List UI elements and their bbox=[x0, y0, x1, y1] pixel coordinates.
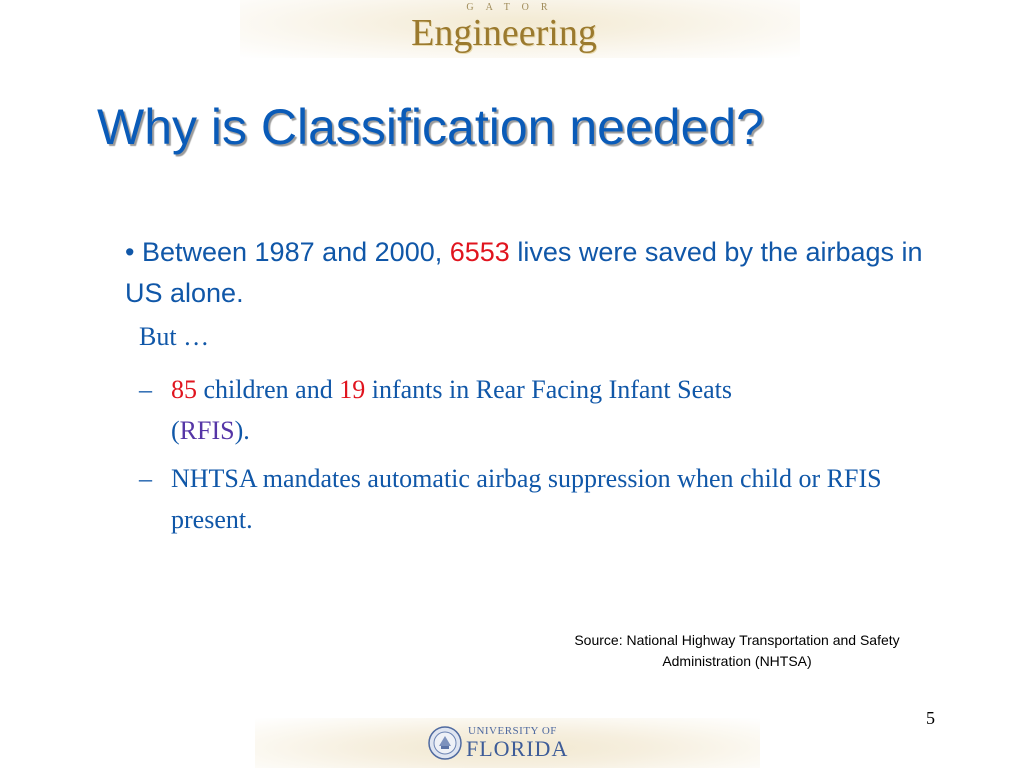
sub-item-fatalities bbox=[139, 369, 939, 451]
dash-marker: – bbox=[139, 464, 152, 493]
logo-engineering-text: Engineering bbox=[411, 12, 597, 54]
rfis-abbr: RFIS bbox=[179, 416, 235, 445]
bullet-marker: • bbox=[125, 237, 135, 267]
infants-count: 19 bbox=[339, 375, 366, 404]
sub-text-infants: infants in Rear Facing Infant Seats bbox=[371, 375, 733, 404]
university-of-florida-logo bbox=[428, 722, 578, 766]
children-count: 85 bbox=[171, 375, 197, 404]
bullet-text-after: lives were saved by the airbags in US alone. bbox=[125, 237, 923, 308]
logo-gator-text: GATOR bbox=[466, 2, 560, 13]
gator-engineering-logo bbox=[404, 2, 604, 58]
sub-text-children: children and bbox=[203, 375, 333, 404]
sub-text-nhtsa: NHTSA mandates automatic airbag suppression when child or RFIS present. bbox=[171, 464, 882, 534]
but-label: But … bbox=[139, 322, 210, 351]
slide-title: Why is Classification needed? bbox=[97, 99, 764, 155]
sub-item-nhtsa-mandate bbox=[139, 458, 939, 540]
paren-close: ). bbox=[234, 416, 250, 445]
paren-open: ( bbox=[171, 416, 180, 445]
bullet-airbag-stat bbox=[125, 232, 945, 314]
page-number: 5 bbox=[926, 708, 935, 728]
bullet-text-before: Between 1987 and 2000, bbox=[141, 237, 443, 267]
dash-marker: – bbox=[139, 375, 152, 404]
university-seal-icon bbox=[428, 726, 462, 760]
logo-florida-text: FLORIDA bbox=[466, 736, 569, 761]
logo-university-of-text: UNIVERSITY OF bbox=[468, 725, 557, 737]
lives-saved-number: 6553 bbox=[449, 237, 510, 267]
source-citation: Source: National Highway Transportation and Safety Administration (NHTSA) bbox=[574, 632, 900, 669]
